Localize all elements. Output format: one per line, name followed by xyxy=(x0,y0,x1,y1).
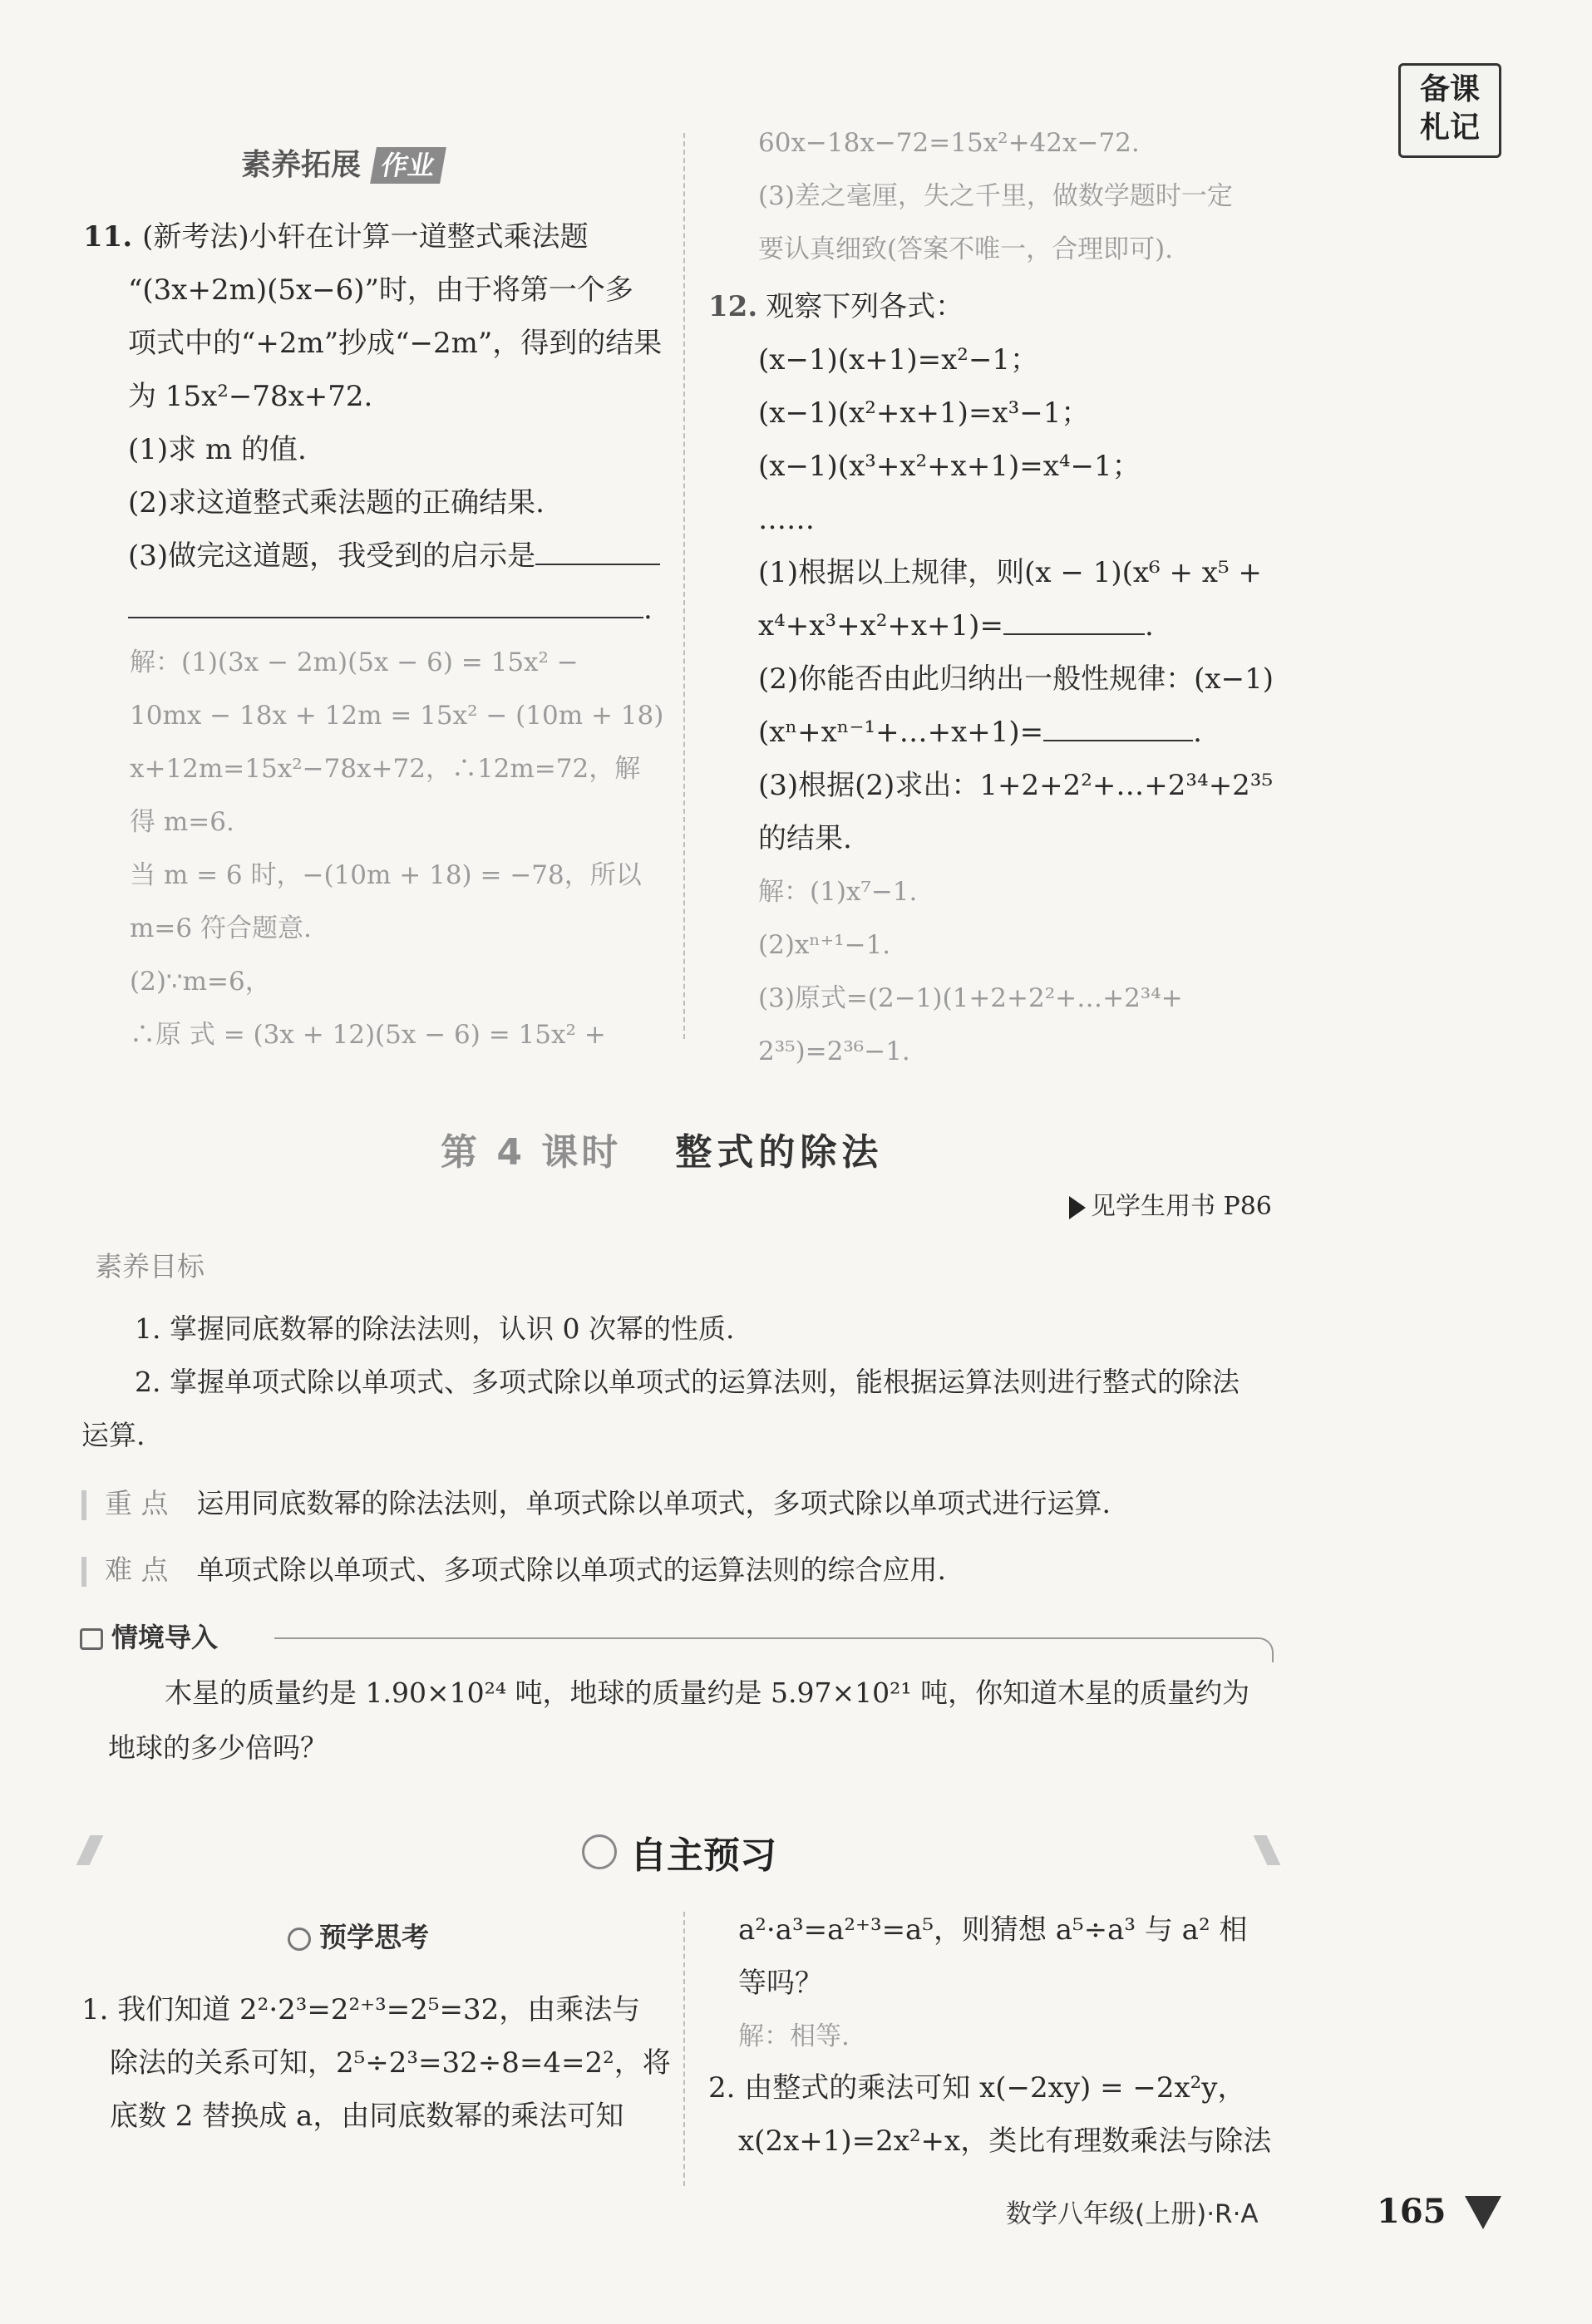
goal-2-line-1: 2. 掌握单项式除以单项式、多项式除以单项式的运算法则，能根据运算法则进行整式的除法 xyxy=(135,1366,1240,1398)
student-book-reference xyxy=(1069,1189,1272,1225)
preview-title: 自主预习 xyxy=(630,1834,776,1877)
preview-right-decoration xyxy=(1254,1835,1281,1865)
q11-solution-line-6: m=6 符合题意. xyxy=(130,913,312,943)
preview-icon xyxy=(582,1834,617,1869)
lesson-heading xyxy=(441,1122,883,1175)
intro-heading xyxy=(80,1619,218,1656)
homework-tag: 作业 xyxy=(370,147,446,184)
q12-line-5: …… xyxy=(758,503,815,536)
q12-line-2: (x−1)(x+1)=x²−1； xyxy=(758,343,1039,377)
q12-solution-line-3: (3)原式=(2−1)(1+2+2²+…+2³⁴+ xyxy=(758,983,1183,1013)
key-point-text: 运用同底数幂的除法法则，单项式除以单项式，多项式除以单项式进行运算. xyxy=(196,1487,1111,1519)
q11-solution-cont-line-3: 要认真细致(答案不唯一，合理即可). xyxy=(758,234,1174,264)
q11-line-2: “(3x+2m)(5x−6)”时，由于将第一个多 xyxy=(128,273,633,307)
corner-arrow-icon xyxy=(1465,2196,1501,2229)
notes-stamp xyxy=(1398,63,1501,158)
q12-number: 12. xyxy=(708,290,758,323)
column-divider-bottom xyxy=(683,1912,685,2186)
q11-solution-line-7: (2)∵m=6， xyxy=(130,967,271,997)
intro-line-1: 木星的质量约是 1.90×10²⁴ 吨，地球的质量约是 5.97×10²¹ 吨，你知道木星的质量约为 xyxy=(165,1677,1250,1709)
page-number: 165 xyxy=(1377,2192,1447,2231)
q12-line-9: (xⁿ+xⁿ⁻¹+…+x+1)= xyxy=(758,716,1044,749)
q12-line-3: (x−1)(x²+x+1)=x³−1； xyxy=(758,396,1090,430)
section-extension-header xyxy=(241,141,443,183)
q11-solution-cont-line-2: (3)差之毫厘，失之千里，做数学题时一定 xyxy=(758,181,1233,211)
q11-solution-continued xyxy=(758,116,1233,276)
preview-heading xyxy=(582,1825,776,1878)
question-12: 12. 观察下列各式： (x−1)(x+1)=x²−1； (x−1)(x²+x+1)=x³−1； (x−1)(x³+x²+x+1)=x⁴−1； …… (1)根据以上规律，则(x − 1)(x⁶ + x⁵ + x⁴+x³+x²+x+1)= . (2)你能否由此归纳出一般性规律：(x−1) (xⁿ+xⁿ⁻¹+…+x+1)= . (3)根据(2)求出：1+2+2²+…+2³⁴+2³⁵ 的结果. xyxy=(708,280,1274,865)
q12-solution-line-2: (2)xⁿ⁺¹−1. xyxy=(758,930,891,960)
notes-stamp-line1: 备课 xyxy=(1419,72,1480,106)
footer-book-info: 数学八年级(上册)·R·A xyxy=(1006,2199,1259,2229)
q11-line-8: . xyxy=(643,593,653,626)
goals-heading: 素养目标 xyxy=(95,1250,205,1283)
q11-solution-cont-line-1: 60x−18x−72=15x²+42x−72. xyxy=(758,128,1140,158)
goal-1: 1. 掌握同底数幂的除法法则，认识 0 次幂的性质. xyxy=(135,1312,735,1345)
student-book-reference-text: 见学生用书 P86 xyxy=(1091,1192,1272,1221)
q12-line-7: x⁴+x³+x²+x+1)= xyxy=(758,609,1003,643)
section-extension-title: 素养拓展 xyxy=(241,148,362,182)
intro-heading-text: 情境导入 xyxy=(111,1622,219,1653)
key-point-label: 重 点 xyxy=(105,1487,169,1519)
q12-line-8: (2)你能否由此归纳出一般性规律：(x−1) xyxy=(758,662,1274,696)
q11-solution xyxy=(130,636,663,1061)
q12-line-11: 的结果. xyxy=(758,822,852,855)
preview-left-decoration xyxy=(76,1835,104,1865)
p1-answer: 解：相等. xyxy=(738,2021,850,2051)
difficulty-text: 单项式除以单项式、多项式除以单项式的运算法则的综合应用. xyxy=(196,1553,946,1586)
q11-solution-line-3: x+12m=15x²−78x+72，∴12m=72，解 xyxy=(130,754,641,784)
q11-solution-line-4: 得 m=6. xyxy=(130,807,234,837)
q11-answer-blank-1[interactable] xyxy=(535,563,660,565)
key-point-row xyxy=(81,1476,1111,1531)
q12-line-6: (1)根据以上规律，则(x − 1)(x⁶ + x⁵ + xyxy=(758,556,1262,589)
q11-line-4: 为 15x²−78x+72. xyxy=(128,380,373,413)
key-point-marker xyxy=(81,1490,86,1520)
preview-question-1-continued xyxy=(738,1903,1247,2063)
pre-study-heading xyxy=(288,1918,429,1957)
p2-line-2: x(2x+1)=2x²+x，类比有理数乘法与除法 xyxy=(738,2125,1272,2158)
q12-solution xyxy=(758,865,1183,1078)
p1-right-line-1: a²·a³=a²⁺³=a⁵，则猜想 a⁵÷a³ 与 a² 相 xyxy=(738,1913,1248,1947)
triangle-arrow-icon xyxy=(1069,1196,1086,1219)
q11-solution-line-1: 解：(1)(3x − 2m)(5x − 6) = 15x² − xyxy=(130,647,579,677)
preview-question-1 xyxy=(81,1983,671,2143)
pre-study-title: 预学思考 xyxy=(319,1921,429,1953)
p1-line-2: 除法的关系可知，2⁵÷2³=32÷8=4=2²，将 xyxy=(110,2046,671,2080)
q12-answer-blank-1[interactable] xyxy=(1003,633,1145,635)
q12-line-4: (x−1)(x³+x²+x+1)=x⁴−1； xyxy=(758,450,1141,483)
preview-question-2 xyxy=(708,2061,1271,2168)
p1-line-1: 1. 我们知道 2²·2³=2²⁺³=2⁵=32，由乘法与 xyxy=(81,1993,641,2026)
q12-solution-line-4: 2³⁵)=2³⁶−1. xyxy=(758,1036,910,1066)
intro-rule xyxy=(274,1637,1274,1662)
q11-line-6: (2)求这道整式乘法题的正确结果. xyxy=(128,486,545,519)
q12-line-1: 观察下列各式： xyxy=(766,290,964,323)
q12-answer-blank-2[interactable] xyxy=(1043,739,1193,741)
q12-line-10: (3)根据(2)求出：1+2+2²+…+2³⁴+2³⁵ xyxy=(758,769,1274,802)
goal-2-line-2: 运算. xyxy=(81,1419,145,1451)
q12-solution-line-1: 解：(1)x⁷−1. xyxy=(758,877,918,907)
q11-solution-line-5: 当 m = 6 时，−(10m + 18) = −78，所以 xyxy=(130,860,642,890)
lesson-title: 整式的除法 xyxy=(675,1131,884,1174)
column-divider-top xyxy=(683,133,685,1039)
q11-line-1: (新考法)小轩在计算一道整式乘法题 xyxy=(142,220,589,254)
pre-study-icon xyxy=(288,1928,311,1951)
p1-right-line-2: 等吗？ xyxy=(738,1967,823,2000)
q11-line-7: (3)做完这道题，我受到的启示是 xyxy=(128,539,536,573)
book-icon xyxy=(80,1628,103,1650)
difficulty-row xyxy=(81,1543,946,1598)
q11-line-3: 项式中的“+2m”抄成“−2m”，得到的结果 xyxy=(128,327,663,360)
q11-answer-blank-2[interactable] xyxy=(128,616,643,618)
lesson-number: 第 4 课时 xyxy=(441,1131,622,1174)
notes-stamp-line2: 札记 xyxy=(1419,111,1480,145)
question-11 xyxy=(83,210,662,636)
q11-solution-line-8: ∴原 式 = (3x + 12)(5x − 6) = 15x² + xyxy=(130,1020,606,1050)
intro-line-2: 地球的多少倍吗？ xyxy=(108,1731,328,1764)
q11-number: 11. xyxy=(83,220,133,254)
q11-solution-line-2: 10mx − 18x + 12m = 15x² − (10m + 18) xyxy=(130,701,664,731)
p2-line-1: 2. 由整式的乘法可知 x(−2xy) = −2x²y， xyxy=(708,2071,1246,2105)
p1-line-3: 底数 2 替换成 a，由同底数幂的乘法可知 xyxy=(110,2100,624,2133)
difficulty-marker xyxy=(81,1557,86,1587)
difficulty-label: 难 点 xyxy=(105,1553,169,1586)
q11-line-5: (1)求 m 的值. xyxy=(128,433,307,466)
